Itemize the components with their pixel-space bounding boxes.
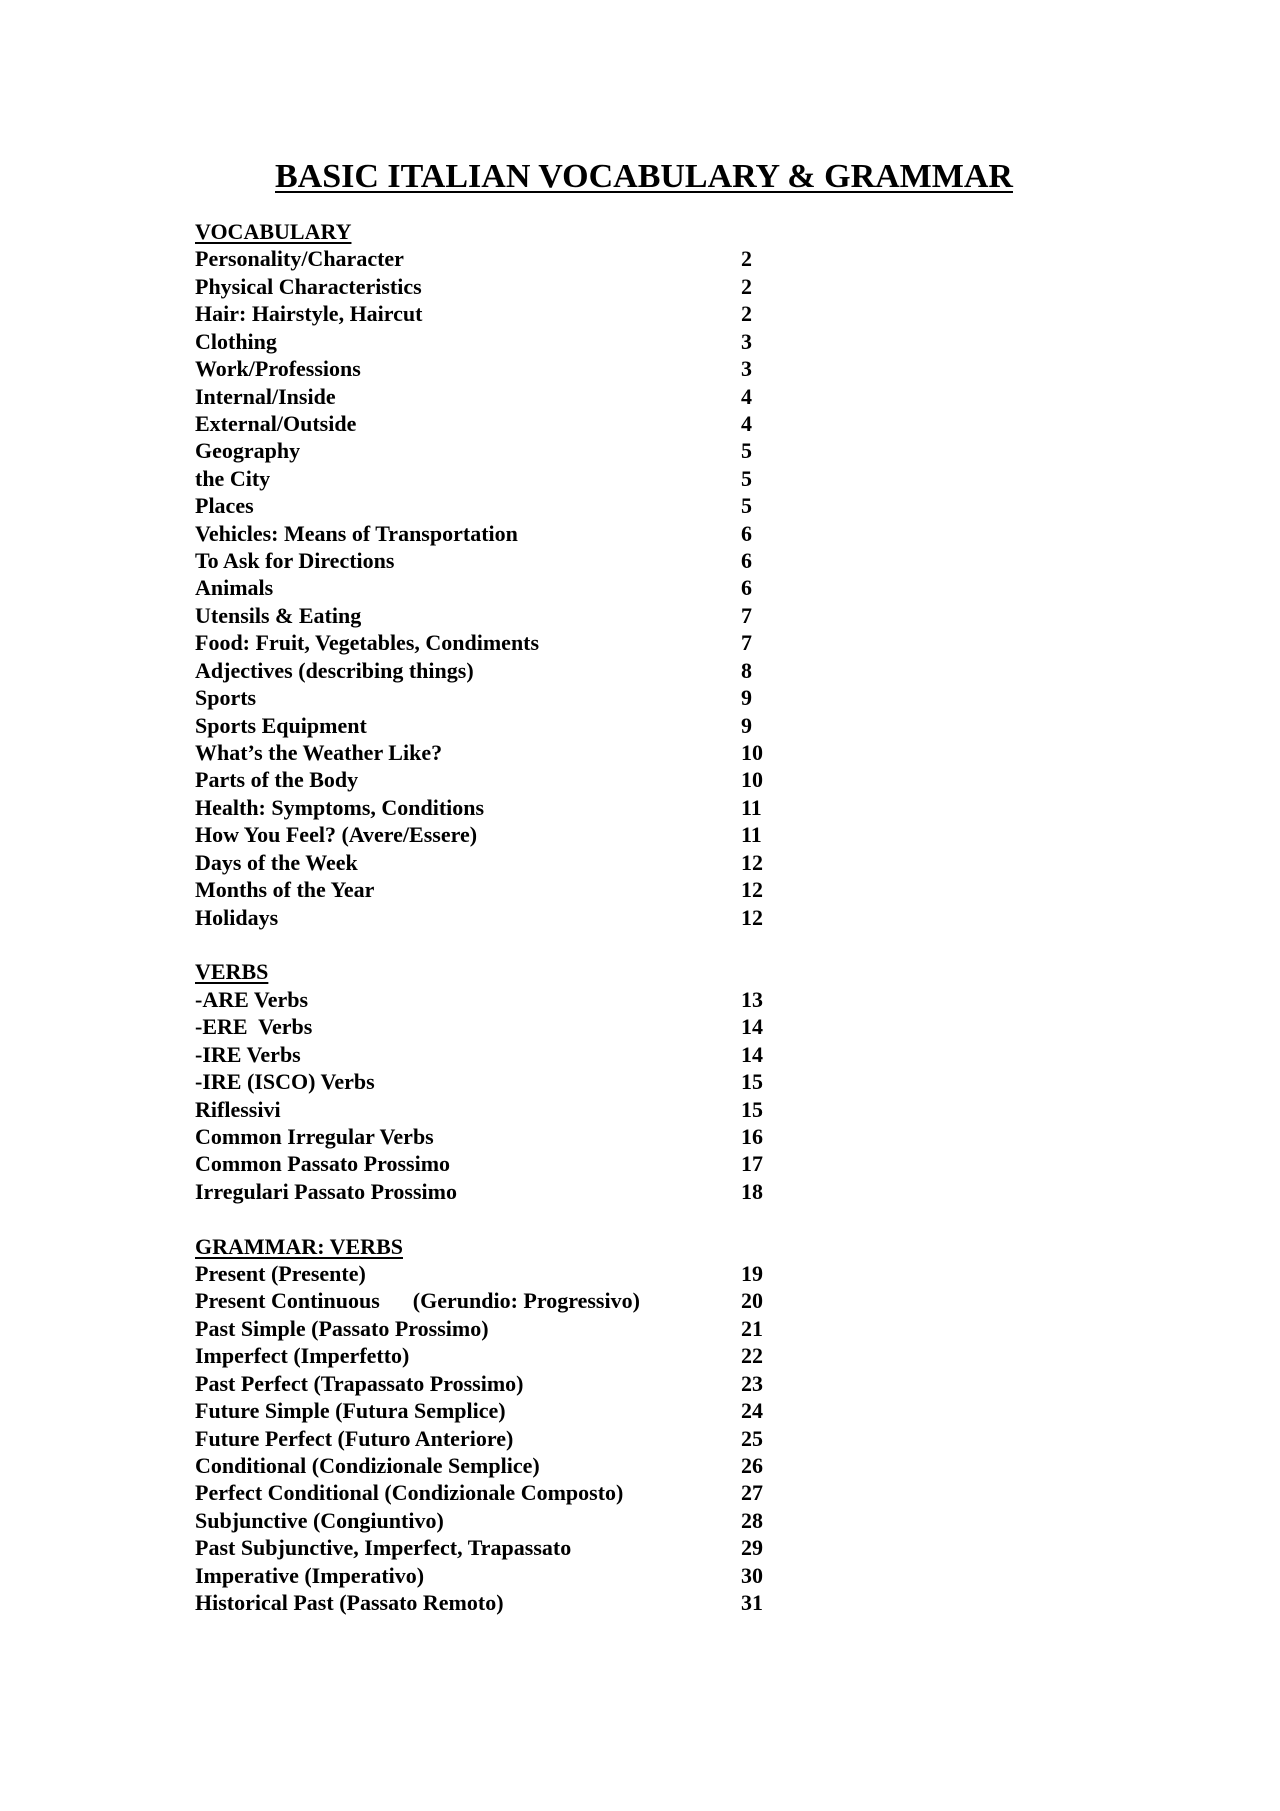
toc-entry-label: Personality/Character — [195, 246, 404, 272]
toc-entry-label: Future Simple (Futura Semplice) — [195, 1398, 506, 1424]
toc-section-heading — [195, 218, 815, 245]
toc-entry-page-number: 20 — [741, 1288, 763, 1314]
toc-entry-page-number: 6 — [741, 520, 752, 546]
toc-entry — [195, 492, 815, 519]
toc-entry-label: Holidays — [195, 904, 279, 930]
toc-entry — [195, 1260, 815, 1287]
toc-entry-label: Sports — [195, 685, 257, 711]
toc-entry-label: -ARE Verbs — [195, 986, 309, 1012]
toc-entry — [195, 1123, 815, 1150]
toc-entry-page-number: 6 — [741, 575, 752, 601]
toc-entry — [195, 1178, 815, 1205]
toc-entry-page-number: 2 — [741, 246, 752, 272]
toc-entry — [195, 1452, 815, 1479]
toc-entry-label: Sports Equipment — [195, 712, 367, 738]
toc-section — [195, 1233, 815, 1617]
toc-entry — [195, 1096, 815, 1123]
toc-entry-page-number: 18 — [741, 1178, 763, 1204]
toc-entry — [195, 986, 815, 1013]
toc-entry-page-number: 7 — [741, 602, 752, 628]
toc-entry-label: the City — [195, 465, 271, 491]
toc-entry-page-number: 25 — [741, 1425, 763, 1451]
toc-entry-page-number: 11 — [741, 822, 762, 848]
toc-entry — [195, 1013, 815, 1040]
toc-entry-label: Food: Fruit, Vegetables, Condiments — [195, 630, 540, 656]
toc-entry-page-number: 24 — [741, 1398, 763, 1424]
toc-entry-label: Vehicles: Means of Transportation — [195, 520, 518, 546]
toc-entry — [195, 245, 815, 272]
toc-entry-label: Historical Past (Passato Remoto) — [195, 1590, 504, 1616]
toc-entry-page-number: 14 — [741, 1014, 763, 1040]
toc-entry-label: Subjunctive (Congiuntivo) — [195, 1507, 444, 1533]
toc-entry-label: Present (Presente) — [195, 1261, 366, 1287]
toc-entry-label: External/Outside — [195, 410, 357, 436]
toc-entry — [195, 904, 815, 931]
toc-entry — [195, 602, 815, 629]
toc-entry-page-number: 16 — [741, 1123, 763, 1149]
toc-entry-label: Physical Characteristics — [195, 273, 422, 299]
toc-entry-page-number: 14 — [741, 1041, 763, 1067]
toc-entry — [195, 766, 815, 793]
toc-entry-label: Internal/Inside — [195, 383, 336, 409]
toc-entry-page-number: 15 — [741, 1096, 763, 1122]
toc-section-heading-text: VOCABULARY — [195, 219, 352, 244]
toc-section — [195, 218, 815, 931]
toc-entry — [195, 465, 815, 492]
toc-entry-label: Animals — [195, 575, 274, 601]
toc-entry-page-number: 29 — [741, 1535, 763, 1561]
toc-entry-label: Common Passato Prossimo — [195, 1151, 451, 1177]
toc-entry-page-number: 7 — [741, 630, 752, 656]
toc-entry — [195, 1370, 815, 1397]
toc-section — [195, 958, 815, 1205]
toc-entry-label: -IRE Verbs — [195, 1041, 301, 1067]
toc-entry-page-number: 3 — [741, 356, 752, 382]
toc-entry-label: Utensils & Eating — [195, 602, 362, 628]
toc-section-heading — [195, 958, 815, 985]
toc-entry-label: How You Feel? (Avere/Essere) — [195, 822, 478, 848]
toc-entry-page-number: 6 — [741, 548, 752, 574]
toc-entry — [195, 1562, 815, 1589]
toc-entry-page-number: 22 — [741, 1343, 763, 1369]
toc-entry-label: Riflessivi — [195, 1096, 281, 1122]
toc-entry-label: What’s the Weather Like? — [195, 740, 443, 766]
toc-entry — [195, 383, 815, 410]
toc-entry-page-number: 5 — [741, 465, 752, 491]
toc-entry — [195, 1507, 815, 1534]
toc-entry-page-number: 3 — [741, 328, 752, 354]
toc-entry-label: Hair: Hairstyle, Haircut — [195, 301, 423, 327]
toc-entry — [195, 1315, 815, 1342]
toc-entry-label: Work/Professions — [195, 356, 361, 382]
toc-entry — [195, 574, 815, 601]
toc-entry — [195, 1589, 815, 1616]
toc-entry-page-number: 9 — [741, 712, 752, 738]
toc-entry-page-number: 4 — [741, 383, 752, 409]
table-of-contents — [195, 218, 815, 1617]
toc-entry — [195, 876, 815, 903]
toc-entry-page-number: 12 — [741, 904, 763, 930]
toc-entry-label: Places — [195, 493, 254, 519]
toc-entry-label: Present Continuous (Gerundio: Progressivo) — [195, 1288, 640, 1314]
toc-entry-page-number: 2 — [741, 273, 752, 299]
toc-entry — [195, 328, 815, 355]
toc-entry-label: Past Subjunctive, Imperfect, Trapassato — [195, 1535, 572, 1561]
toc-entry — [195, 437, 815, 464]
toc-entry — [195, 849, 815, 876]
toc-entry-label: Imperfect (Imperfetto) — [195, 1343, 410, 1369]
toc-entry-label: Health: Symptoms, Conditions — [195, 794, 485, 820]
toc-entry-page-number: 4 — [741, 410, 752, 436]
toc-section-heading — [195, 1233, 815, 1260]
toc-entry — [195, 355, 815, 382]
toc-entry-label: Geography — [195, 438, 301, 464]
toc-entry — [195, 712, 815, 739]
toc-entry — [195, 1150, 815, 1177]
toc-entry — [195, 739, 815, 766]
toc-entry-page-number: 11 — [741, 794, 762, 820]
toc-entry-page-number: 21 — [741, 1315, 763, 1341]
toc-entry — [195, 1425, 815, 1452]
toc-section-heading-text: GRAMMAR: VERBS — [195, 1233, 403, 1259]
toc-entry-page-number: 28 — [741, 1507, 763, 1533]
toc-entry-label: Adjectives (describing things) — [195, 657, 474, 683]
toc-entry-label: Common Irregular Verbs — [195, 1123, 434, 1149]
toc-entry — [195, 794, 815, 821]
toc-entry-page-number: 30 — [741, 1562, 763, 1588]
toc-entry — [195, 410, 815, 437]
toc-entry-page-number: 2 — [741, 301, 752, 327]
toc-entry-page-number: 5 — [741, 493, 752, 519]
toc-entry — [195, 1342, 815, 1369]
toc-entry-page-number: 19 — [741, 1261, 763, 1287]
toc-entry — [195, 1041, 815, 1068]
toc-entry-label: Past Perfect (Trapassato Prossimo) — [195, 1370, 524, 1396]
toc-entry — [195, 1287, 815, 1314]
toc-entry-page-number: 12 — [741, 877, 763, 903]
toc-entry-label: Past Simple (Passato Prossimo) — [195, 1315, 489, 1341]
toc-entry — [195, 684, 815, 711]
toc-entry-label: Perfect Conditional (Condizionale Composto) — [195, 1480, 624, 1506]
toc-entry — [195, 1068, 815, 1095]
toc-entry-page-number: 31 — [741, 1590, 763, 1616]
toc-entry — [195, 300, 815, 327]
toc-entry-page-number: 26 — [741, 1452, 763, 1478]
toc-entry-page-number: 27 — [741, 1480, 763, 1506]
toc-entry — [195, 1534, 815, 1561]
toc-entry-label: Months of the Year — [195, 877, 375, 903]
toc-entry-label: Parts of the Body — [195, 767, 359, 793]
toc-entry-page-number: 9 — [741, 685, 752, 711]
toc-entry-label: Conditional (Condizionale Semplice) — [195, 1452, 540, 1478]
toc-entry-label: Days of the Week — [195, 849, 358, 875]
toc-entry — [195, 629, 815, 656]
toc-entry — [195, 821, 815, 848]
toc-entry — [195, 520, 815, 547]
toc-entry-page-number: 15 — [741, 1069, 763, 1095]
toc-entry-page-number: 12 — [741, 849, 763, 875]
toc-entry-label: -IRE (ISCO) Verbs — [195, 1069, 375, 1095]
toc-entry-label: To Ask for Directions — [195, 548, 395, 574]
document-title-text: BASIC ITALIAN VOCABULARY & GRAMMAR — [275, 158, 1013, 195]
toc-entry — [195, 273, 815, 300]
toc-entry-page-number: 23 — [741, 1370, 763, 1396]
toc-section-heading-text: VERBS — [195, 959, 269, 985]
toc-entry-label: Imperative (Imperativo) — [195, 1562, 425, 1588]
toc-entry — [195, 657, 815, 684]
toc-entry-label: Clothing — [195, 328, 277, 354]
toc-entry-page-number: 5 — [741, 438, 752, 464]
toc-entry — [195, 1479, 815, 1506]
toc-entry-label: Irregulari Passato Prossimo — [195, 1178, 457, 1204]
toc-entry-label: -ERE Verbs — [195, 1014, 313, 1040]
toc-entry-page-number: 13 — [741, 986, 763, 1012]
toc-entry-page-number: 17 — [741, 1151, 763, 1177]
document-title — [0, 157, 1280, 197]
toc-entry-label: Future Perfect (Futuro Anteriore) — [195, 1425, 514, 1451]
toc-entry-page-number: 10 — [741, 767, 763, 793]
toc-entry-page-number: 10 — [741, 740, 763, 766]
toc-entry — [195, 1397, 815, 1424]
toc-entry — [195, 547, 815, 574]
toc-entry-page-number: 8 — [741, 657, 752, 683]
